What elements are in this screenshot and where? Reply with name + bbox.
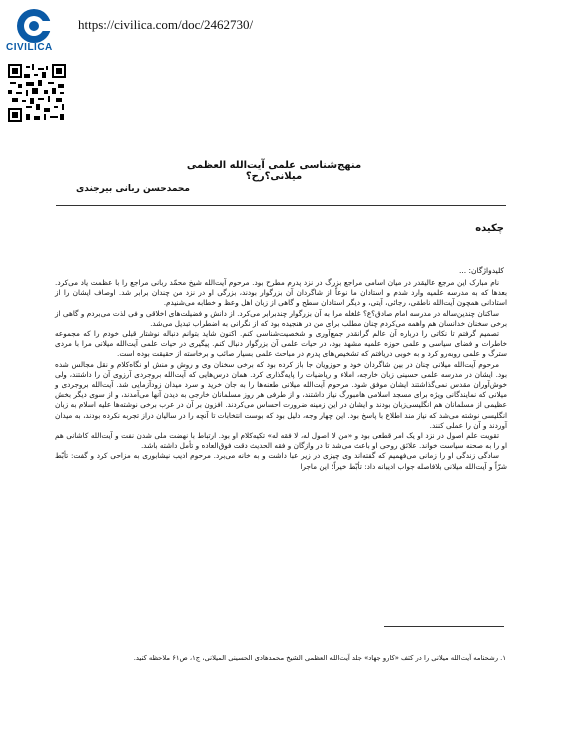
author-name: محمدحسن ربانی بیرجندی [76, 184, 190, 194]
paragraph: سادگی زندگی او را زمانی می‌فهمیم که گفته‌اند وی چیزی در زیر عبا داشت و به خانه می‌برد. مرحوم ادیب نیشابوری به مزاحی کرد و گفت: تأبّط شرّاً و آیت‌الله میلانی بلافاصله جواب ادیبانه داد: تأبّط خیراً؛ این ماجرا [55, 451, 507, 471]
qr-code-icon [8, 64, 66, 122]
document-url-link[interactable]: https://civilica.com/doc/2462730/ [78, 17, 254, 32]
paragraph: تقویت علم اصول در نزد او یک امر قطعی بود و «من لا اصول له، لا فقه له» تکیه‌کلام او بود. ارتباط با نهضت ملی شدن نفت و آیت‌الله کاشانی هم او را به صحنه سیاست خواند. علائق روحی او باعث می‌شد تا در وازگان و فقه الحدیث دقت فوق‌العاده و تأمل داشته باشد. [55, 431, 507, 451]
body-text [55, 278, 507, 472]
keywords-label: کلیدواژگان: ... [458, 266, 504, 275]
footnote: ۱. رشحنامه آیت‌الله میلانی را در کتف «کارو جهاد» جلد آیت‌الله العظمی الشیخ محمدهادی الحسینی المیلانی، ج۱، ص۶۱ ملاحظه کنید. [133, 654, 506, 662]
title-divider [56, 205, 506, 206]
brand-name: CIVILICA [6, 42, 53, 53]
footnote-divider [384, 626, 504, 627]
paragraph: مرحوم آیت‌الله میلانی چنان در بین شاگردان خود و حوزویان جا باز کرده بود که برخی سخنان وی و روش و منش او نگاه‌کلام و نقل مجالس شده بود. ایشان در مدرسه علمی حسینی زبان خارجه، املاء و ریاضیات را پایه‌گذاری کرد. همان درس‌هایی که آیت‌الله بروجردی آرزوی آن را داشتند، ولی خوش‌آوران مقدس نمی‌گذاشتند ایشان موفق شود. مرحوم آیت‌الله میلانی طعنه‌ها را به جان خرید و سرد میدان زودآزمایی شد. آیت‌الله بروجردی و میلانی که نمایندگانی ویژه برای مسجد اسلامی هامبورگ نیاز داشتند، و از طرفی هر روز مسلمانان خارجی به دیدن آنها می‌آمدند، و از سوی دیگر بخش عظیمی از مسلمانان هم انگلیسی‌زبان بودند و ایشان در این زمینه ضرورت احساس می‌کردند. افزون بر آن در عرب برخی نوشته‌ها علیه اسلام به زبان انگلیسی نوشته می‌شد که نیاز مند اطلاع با پاسخ بود. این چهار وجه، دلیل بود که بوست انتخابات تا آنچه را در سالیان دراز تجربه نکرده بودند، به میدان آوردند و آن را عملی کنند. [55, 359, 507, 430]
abstract-heading: چکیده [475, 223, 504, 234]
paragraph: نام مبارک این مرجع عالیقدر در میان اسامی مراجع بزرگ در نزد پدرم مطرح بود. مرحوم آیت‌الله شیخ محمّد ربانی مراجع را با عظمت یاد می‌کرد. بعدها که به مدرسه علمیه وارد شدم و استادان ما نوعاً از شاگردان آن بزرگوار بودند، بزرگی او در نزد من چندان برابر شد. اوصاف ایشان را از استادانی همچون آیت‌الله ناطقی، رجائی، آیتی، و دیگر استادان سطح و گاهی از زبان اهل وعظ و خطابه می‌شنیدم. [55, 278, 507, 308]
page-title: منهج‌شناسی علمی آیت‌الله العظمی میلانی؟رح؟ [186, 160, 362, 182]
paragraph: ساکنان چندین‌ساله در مدرسه امام صادق؟ع؟ غلغله مرا به آن بزرگوار چندبرابر می‌کرد. از دانش و فضیلت‌های اخلاقی و فی لذت می‌بردم و گاهی از برخی سخنان خدانسان هم واهمه می‌کردم چنان مطلب برای من در هنجیده بود که از نگرانی به اضطراب تبدیل می‌شد. [55, 308, 507, 328]
paragraph: تصمیم گرفتم تا نکاتی را درباره آن عالم گرانقدر جمع‌آوری و شخصیت‌شناسی کنم. اکنون شاید بتوانم دنباله نوشتار قبلی خودم را که مجموعه خاطرات و فضای سیاسی و علمی حوزه علمیه مشهد بود، در حیات علمی آن بزرگوار دنبال کنم. پیگیری در حیات علمی آیت‌الله میلانی مرا با مردی سترگ و علمی روبه‌رو کرد و به خوبی دریافتم که تشخیص‌های پدرم در مباحث علمی بسیار صائب و برخاسته از حقیقت بوده است. [55, 329, 507, 359]
